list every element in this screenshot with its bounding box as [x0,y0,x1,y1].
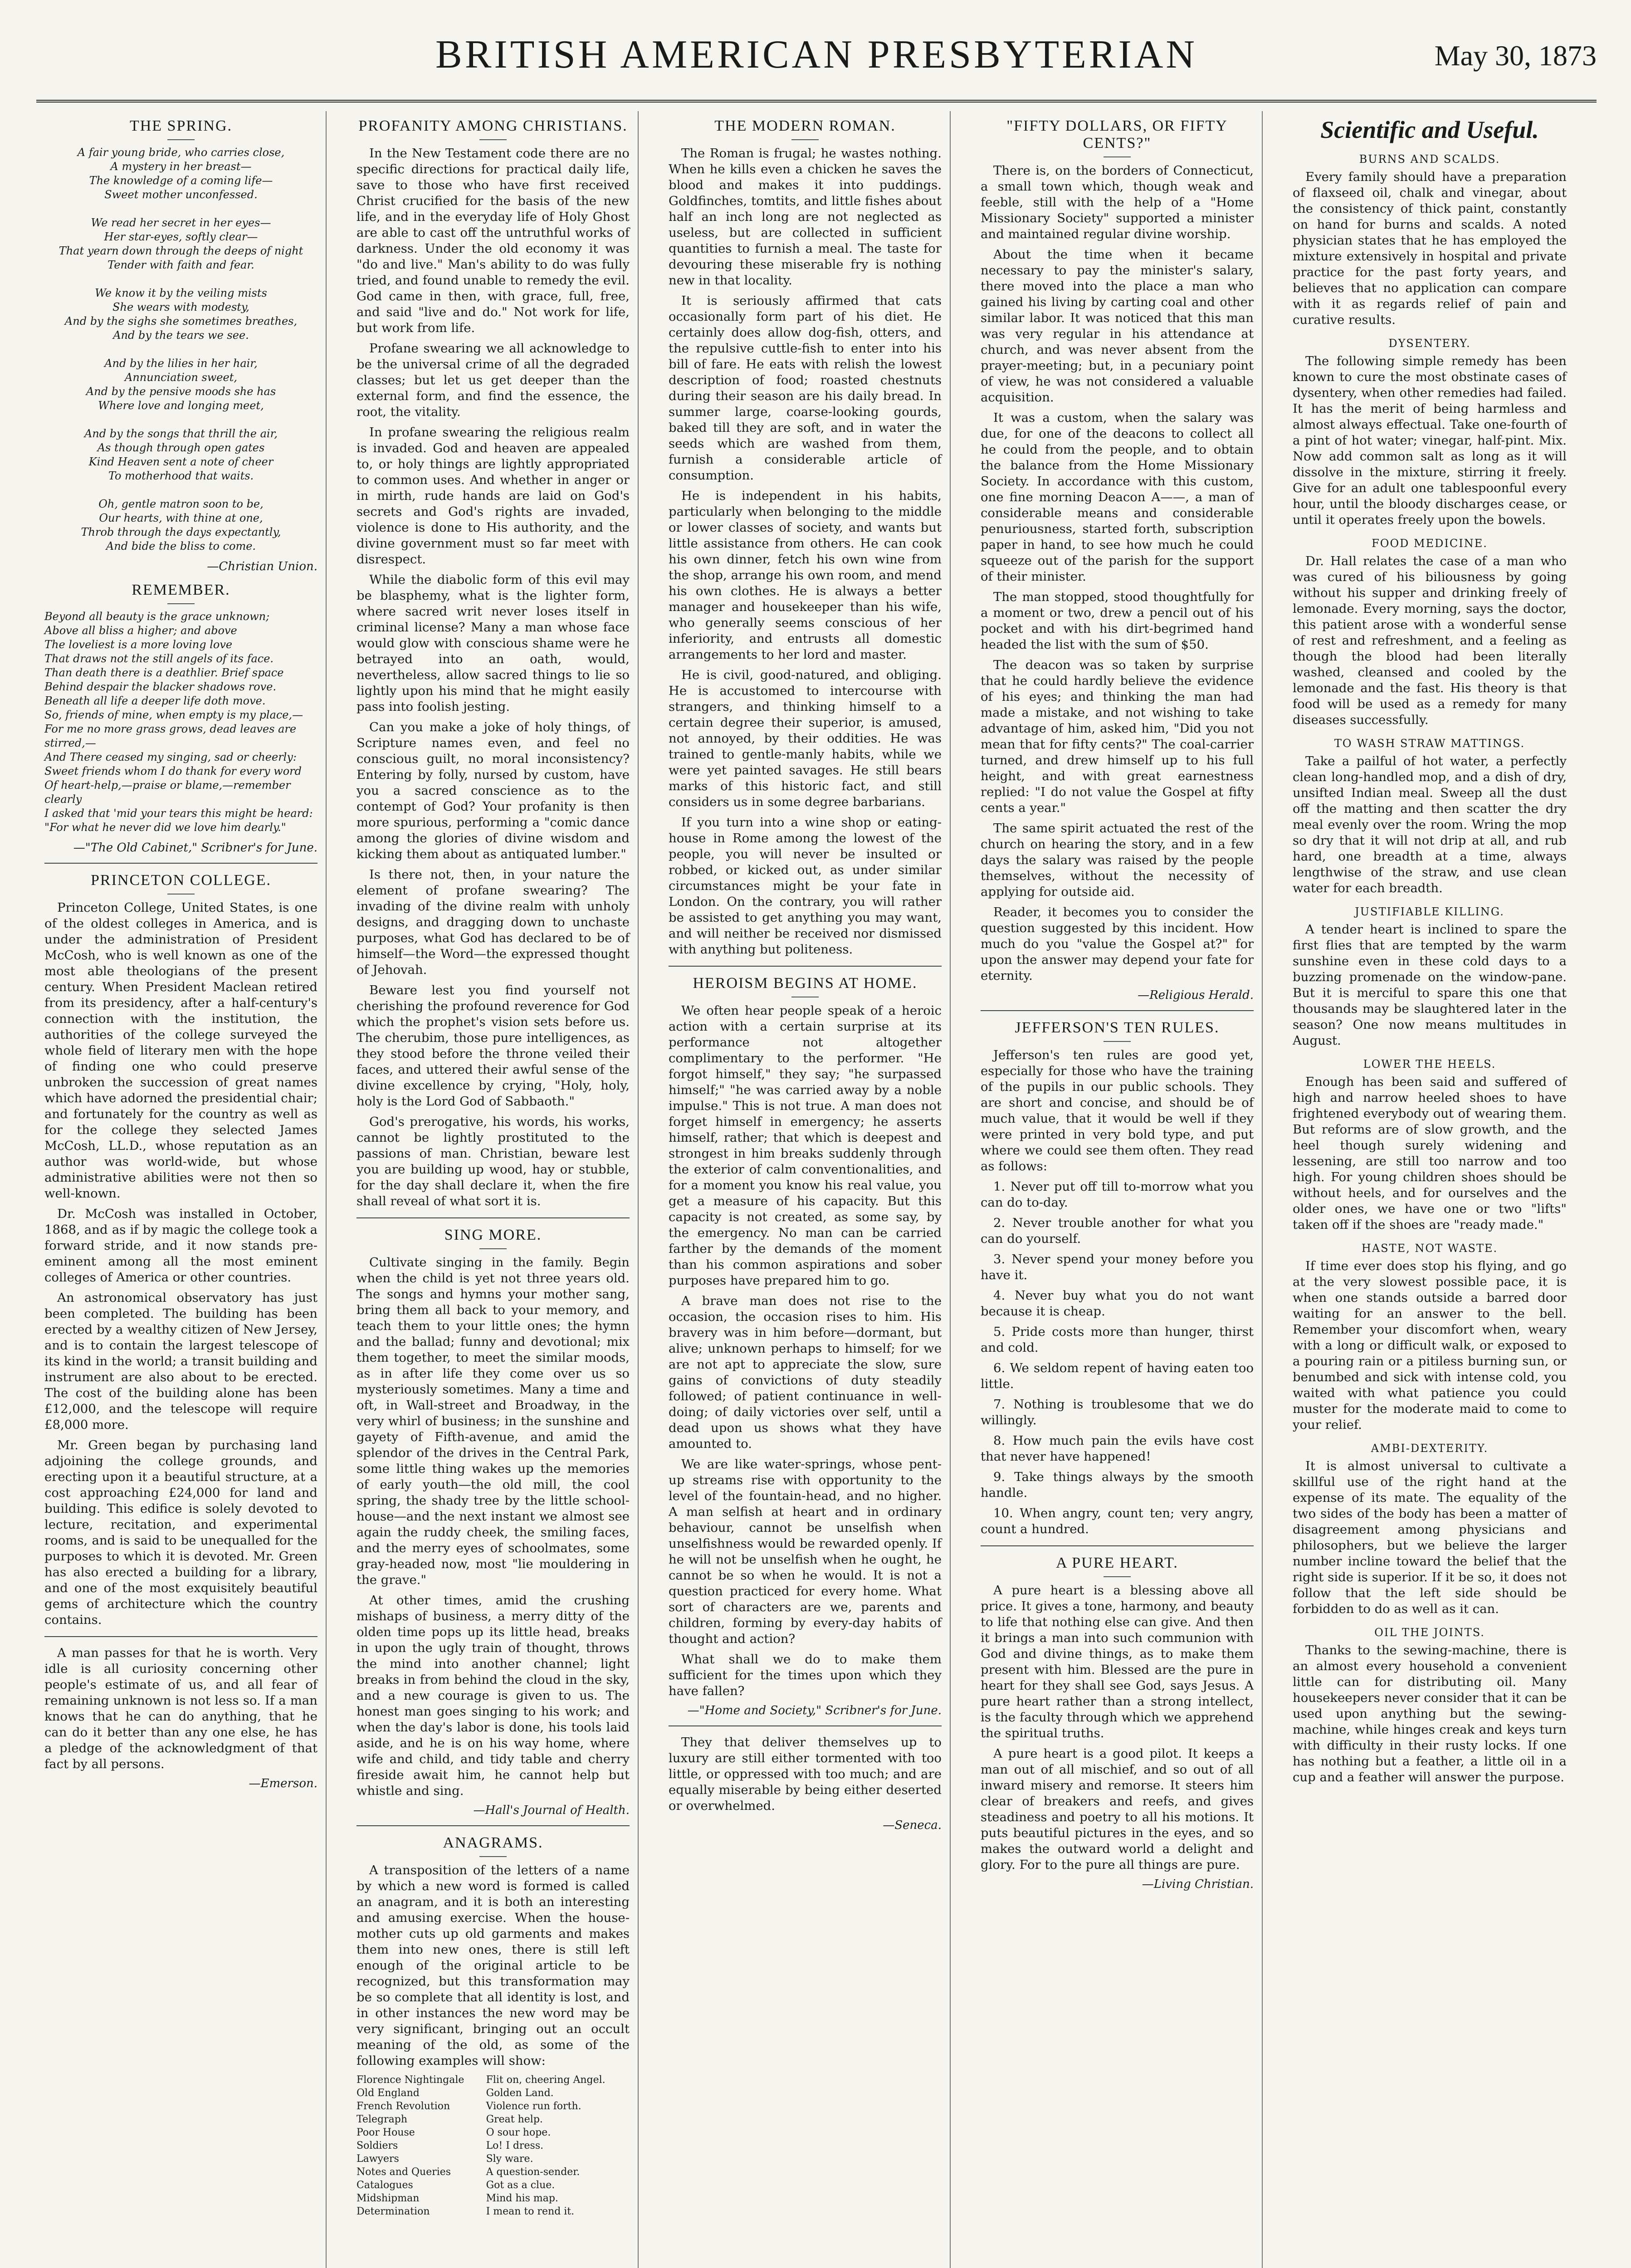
paragraph: If you turn into a wine shop or eating-house in Rome among the lowest of the people, you will never be insulted or robbed, or kicked out, as under similar circumstances might be your fate in London. On the contrary, you will rather be assisted to get anything you may want, and will neither be received nor dismissed with anything but politeness. [669,815,942,957]
subheading-haste: HASTE, NOT WASTE. [1361,1242,1498,1255]
paragraph: We are like water-springs, whose pent-up streams rise with opportunity to the level of the fountain-head, and no higher. A man selfish at heart and in ordinary behaviour, cannot be unselfish when unselfishness would be rewarded openly. If he will not be unselfish when he ought, he cannot be so when he would. It is not a question practiced for every home. What sort of characters are we, parents and children, forming by every-day habits of thought and action? [669,1457,942,1646]
rule-item: 6. We seldom repent of having eaten too little. [981,1361,1254,1391]
heading-anagrams: ANAGRAMS. [443,1834,543,1851]
paragraph: A brave man does not rise to the occasion, the occasion rises to him. His bravery was in him before—dormant, but alive; unknown perhaps to himself; for we are not apt to appreciate the slow, sure gains of convictions of duty steadily followed; of patient continuance in well-doing; of daily victories over self, until a dead upon us shows what they have amounted to. [669,1294,942,1451]
divider [167,603,195,604]
subheading-dysentery: DYSENTERY. [1388,337,1471,350]
paragraph: While the diabolic form of this evil may be blasphemy, what is the lighter form, where sacred writ never loses itself in criminal license? Many a man whose face would glow with conscious shame were he betrayed into an oath, would, nevertheless, allow sacred things to lie so lightly upon his mind that he might easily pass into foolish jesting. [356,572,630,714]
paragraph: It is almost universal to cultivate a skillful use of the right hand at the expense of its mate. The equality of the two sides of the body has been a matter of disagreement among physicians and philosophers, but we believe the larger number incline toward the belief that the right side is superior. If it be so, it does not follow that the left side should be forbidden to do as well as it can. [1293,1459,1567,1616]
divider [479,1248,507,1249]
anagram-row [356,2087,630,2100]
anagram-row [356,2152,630,2165]
section-separator [356,1217,630,1218]
divider [479,139,507,140]
column-3 [660,111,951,2268]
divider [167,139,195,140]
anagram-word: Determination [356,2206,430,2217]
paragraph: Mr. Green began by purchasing land adjoining the college grounds, and erecting upon it a beautiful structure, at a cost approaching £24,000 for land and building. This edifice is solely devoted to lecture, recitation, and experimental rooms, and is said to be unequalled for the purposes to which it is devoted. Mr. Green has also erected a building for a library, and one of the most exquisitely beautiful gems of architecture which the country contains. [44,1438,317,1627]
column-4 [972,111,1263,2268]
credit: —Emerson. [249,1777,317,1790]
paragraph: Dr. McCosh was installed in October, 1868, and as if by magic the college took a forward stride, and it now stands pre-eminent among all the most eminent colleges of America or other countries. [44,1207,317,1285]
heading-modern-roman: THE MODERN ROMAN. [714,117,896,134]
credit: —Seneca. [883,1818,942,1832]
anagram-row [356,2100,630,2113]
anagram-result: O sour hope. [486,2127,551,2138]
paragraph: It was a custom, when the salary was due, for one of the deacons to collect all he could from the people, and to obtain the balance from the Home Missionary Society. In accordance with this custom, one fine morning Deacon A——, a man of considerable means and considerable penuriousness, started forth, subscription paper in hand, to see how much he could squeeze out of the parish for the support of their minister. [981,411,1254,584]
paragraph: The same spirit actuated the rest of the church on hearing the story, and in a few days the salary was raised by the people themselves, without the necessity of applying for outside aid. [981,821,1254,899]
heading-princeton-college: PRINCETON COLLEGE. [90,872,272,889]
section-separator [981,1010,1254,1011]
subheading-burns: BURNS AND SCALDS. [1359,153,1500,166]
subheading-food-medicine: FOOD MEDICINE. [1372,537,1488,550]
anagram-word: Lawyers [356,2153,399,2165]
credit: —Religious Herald. [1138,988,1254,1002]
column-2 [348,111,639,2268]
paragraph: In profane swearing the religious realm is invaded. God and heaven are appealed to, or holy things are lightly appropriated to common uses. And whether in anger or in mirth, rude hands are laid on God's secrets and God's rights are invaded, violence is done to His authority, and the divine government must so far meet with disrespect. [356,425,630,567]
section-separator [356,1825,630,1826]
poem-the-spring: A fair young bride, who carries close, A mystery in her breast— The knowledge of a coming life— Sweet mother unconfessed. We read her secret in her eyes— Her star-eyes, softly clear— That yearn down through the deeps of night Tender with faith and fear. We know it by the veiling mists She wears with modesty, And by the sighs she sometimes breathes, And by the tears we see. And by the lilies in her hair, Annunciation sweet, And by the pensive moods she has Where love and longing meet, And by the songs that thrill the air, As though through open gates Kind Heaven sent a note of cheer To motherhood that waits. Oh, gentle matron soon to be, Our hearts, with thine at one, Throb through the days expectantly, And bide the bliss to come. [59,146,303,552]
paragraph: In the New Testament code there are no specific directions for practical daily life, save to those who have first received Christ crucified for the basis of the new life, and in the everyday life of Holy Ghost are able to cast off the untruthful works of darkness. Under the old economy it was "do and live." Man's ability to do was fully tried, and found unable to remedy the evil. God came in then, with grace, full, free, and said "live and do." Not work for life, but work from life. [356,146,630,335]
subheading-lower-heels: LOWER THE HEELS. [1363,1058,1496,1070]
paragraph: Can you make a joke of holy things, of Scripture names even, and feel no conscious guilt, no moral inconsistency? Entering by folly, nursed by custom, have you a sacred conscience as to the contempt of God? Your profanity is then more spurious, performing a "comic dance among the glories of divine wisdom and kicking them about as antiquated lumber." [356,720,630,861]
paragraph: Jefferson's ten rules are good yet, especially for those who have the training of the pupils in our public schools. They are short and concise, and should be of much value, that it would be well if they were printed in very bold type, and put where we could see them often. They read as follows: [981,1048,1254,1173]
paragraph: The Roman is frugal; he wastes nothing. When he kills even a chicken he saves the blood and makes it into puddings. Goldfinches, tomtits, and little fishes about half an inch long are not neglected as useless, but are collected in sufficient quantities to furnish a meal. The taste for devouring these miserable fry is nothing new in that locality. [669,146,942,288]
paragraph: What shall we do to make them sufficient for the times upon which they have fallen? [669,1652,942,1698]
credit: —Christian Union. [207,560,317,573]
anagram-row [356,2139,630,2152]
heading-fifty-dollars: "FIFTY DOLLARS, OR FIFTY CENTS?" [1006,117,1228,152]
anagram-result: I mean to rend it. [486,2206,575,2217]
paragraph: A tender heart is inclined to spare the first flies that are tempted by the warm sunshine even in these cold days to a buzzing promenade on the window-pane. But it is merciful to spare this one that thousands may be slaughtered later in the season? One now means multitudes in August. [1293,922,1567,1048]
paragraph: There is, on the borders of Connecticut, a small town which, though weak and feeble, still with the help of a "Home Missionary Society" supported a minister and maintained regular divine worship. [981,163,1254,241]
paragraph: Profane swearing we all acknowledge to be the universal crime of all the degraded classes; but let us get deeper than the external form, and find the essence, the root, the vitality. [356,341,630,419]
paragraph: Dr. Hall relates the case of a man who was cured of his biliousness by going without his supper and drinking freely of lemonade. Every morning, says the doctor, this patient arose with a wonderful sense of rest and refreshment, and a feeling as though the blood had been literally washed, cleansed and cooled by the lemonade and the fast. His theory is that food will be used as a remedy for many diseases successfully. [1293,554,1567,727]
paragraph: Reader, it becomes you to consider the question suggested by this incident. How much do you "value the Gospel at?" for upon the answer may depend your fate for eternity. [981,905,1254,983]
heading-the-spring: THE SPRING. [129,117,233,134]
rule-item: 7. Nothing is troublesome that we do willingly. [981,1397,1254,1427]
anagram-word: Poor House [356,2127,415,2138]
paragraph: An astronomical observatory has just been completed. The building has been erected by a wealthy citizen of New Jersey, and is to contain the largest telescope of its kind in the world; a transit building and instrument are also about to be erected. The cost of the building alone has been £12,000, and the telescope will require £8,000 more. [44,1290,317,1432]
heading-remember: REMEMBER. [132,582,230,598]
anagram-row [356,2205,630,2218]
heading-sing-more: SING MORE. [444,1227,542,1243]
paragraph: A transposition of the letters of a name by which a new word is formed is called an anagram, and it is both an interesting and amusing exercise. When the house-mother cuts up old garments and makes them into new ones, there is still left enough of the original article to be recognized, but this transformation may be so complete that all identity is lost, and in other instances the new word may be very significant, bringing out an occult meaning of the old, as some of the following examples will show: [356,1863,630,2068]
rule-item: 5. Pride costs more than hunger, thirst and cold. [981,1325,1254,1355]
section-separator [981,1545,1254,1546]
paragraph: Beware lest you find yourself not cherishing the profound reverence for God which the prophet's vision sets before us. The cherubim, those pure intelligences, as they stood before the throne veiled their faces, and uttered their awful sense of the divine excellence by crying, "Holy, holy, holy is the Lord God of Sabbaoth." [356,983,630,1109]
anagram-word: Midshipman [356,2193,420,2204]
column-5 [1284,111,1575,2268]
paragraph: Princeton College, United States, is one of the oldest colleges in America, and is under the administration of President McCosh, who is well known as one of the most able theologians of the present century. When President Maclean retired from its presidency, after a half-century's connection with the institution, the authorities of the college surveyed the whole field of literary men with the hope of finding one who could preserve unbroken the succession of great names which have adorned the presidential chair; and fortunately for the country as well as for the college they selected James McCosh, LL.D., whose reputation as an author was world-wide, but whose administrative abilities were not then so well-known. [44,900,317,1201]
divider [1104,156,1131,157]
rule-item: 9. Take things always by the smooth handle. [981,1470,1254,1500]
anagram-result: Sly ware. [486,2153,533,2165]
anagram-row [356,2192,630,2205]
heading-scientific-useful: Scientific and Useful. [1320,116,1539,143]
paragraph: We often hear people speak of a heroic action with a certain surprise at its performance not altogether complimentary to the performer. "He forgot himself," they say; "he surpassed himself;" "he was carried away by a noble impulse." This is not true. A man does not forget himself in emergency; he asserts himself, rather; that which is deepest and strongest in him breaks suddenly through the exterior of calm conventionalities, and for a moment you know his real value, you get a measure of his capacity. But this capacity is not created, as some say, by the emergency. No man can be carried farther by the demands of the moment than his common aspirations and sober purposes have prepared him to go. [669,1003,942,1288]
anagram-result: Flit on, cheering Angel. [486,2074,606,2086]
paragraph: A pure heart is a good pilot. It keeps a man out of all mischief, and so out of all inward misery and remorse. It steers him clear of breakers and reefs, and gives steadiness and poetry to all his motions. It puts beautiful pictures in the eyes, and so makes the outward world a delight and glory. For to the pure all things are pure. [981,1746,1254,1872]
paragraph: God's prerogative, his words, his works, cannot be lightly prostituted to the passions of man. Christian, beware lest you are building up wood, hay or stubble, for the day shall declare it, when the fire shall reveal of what sort it is. [356,1114,630,1208]
anagram-row [356,2126,630,2139]
rule-item: 2. Never trouble another for what you can do yourself. [981,1216,1254,1246]
anagram-row [356,2165,630,2179]
credit: —"Home and Society," Scribner's for June. [687,1704,942,1717]
paragraph: Take a pailful of hot water, a perfectly clean long-handled mop, and a dish of dry, unsifted Indian meal. Sweep all the dust off the matting and then scatter the dry meal evenly over the room. Wring the mop so dry that it will not drip at all, and rub hard, one breadth at a time, always lengthwise of the straw, and use clean water for each breadth. [1293,754,1567,895]
section-separator [44,1636,317,1637]
poem-remember: Beyond all beauty is the grace unknown; Above all bliss a higher; and above The loveliest is a more loving love That draws not the still angels of its face. Than death there is a deathlier. Brief space Behind despair the blacker shadows rove. Beneath all life a deeper life doth move. So, friends of mine, when empty is my place,— For me no more grass grows, dead leaves are stirred,— And There ceased my singing, sad or cheerly: Sweet friends whom I do thank for every word Of heart-help,—praise or blame,—remember clearly I asked that 'mid your tears this might be heard: "For what he never did we love him dearly." [44,610,313,834]
anagram-word: Florence Nightingale [356,2074,464,2086]
anagram-result: Lo! I dress. [486,2140,544,2151]
paragraph: Cultivate singing in the family. Begin when the child is yet not three years old. The songs and hymns your mother sang, bring them all back to your memory, and teach them to your little ones; the hymn and the ballad; funny and devotional; mix them together, to meet the similar moods, as in after life they come over us so mysteriously sometimes. Many a time and oft, in Wall-street and Broadway, in the very whirl of business; in the sunshine and gayety of Fifth-avenue, and amid the splendor of the drives in the Central Park, some little thing wakes up the memories of early youth—the old mill, the cool spring, the shady tree by the little school-house—and the next instant we almost see again the ruddy cheek, the smiling faces, and the merry eyes of schoolmates, some gray-headed now, most "lie mouldering in the grave." [356,1255,630,1587]
paragraph: It is seriously affirmed that cats occasionally form part of his diet. He certainly does allow dog-fish, otters, and the repulsive cuttle-fish to enter into his bill of fare. He eats with relish the lowest description of food; roasted chestnuts during their season are his daily bread. In summer large, coarse-looking gourds, baked till they are soft, and in water the seeds which are washed from them, furnish a considerable article of consumption. [669,293,942,483]
divider [1104,1576,1131,1577]
anagram-word: Catalogues [356,2180,413,2191]
paragraph: About the time when it became necessary to pay the minister's salary, there moved into the place a man who gained his living by carting coal and other similar labor. It was noticed that this man was very regular in his attendance at church, and was never absent from the prayer-meeting; but, in a pecuniary point of view, he was not considered a valuable acquisition. [981,247,1254,405]
paragraph: The following simple remedy has been known to cure the most obstinate cases of dysentery, when other remedies had failed. It has the merit of being harmless and almost always effectual. Take one-fourth of a pint of hot water; vinegar, half-pint. Mix. Now add common salt as long as it will dissolve in the mixture, stirring it freely. Give for an adult one tablespoonful every hour, until the bloody discharges cease, or until it operates freely upon the bowels. [1293,354,1567,527]
subheading-oil-joints: OIL THE JOINTS. [1374,1626,1485,1639]
subheading-justifiable-killing: JUSTIFIABLE KILLING. [1355,905,1504,918]
anagram-table [356,2073,630,2218]
rule-item: 1. Never put off till to-morrow what you can do to-day. [981,1179,1254,1210]
rule-item: 4. Never buy what you do not want because it is cheap. [981,1288,1254,1319]
paragraph: The man stopped, stood thoughtfully for a moment or two, drew a pencil out of his pocket and with his dirt-begrimed hand headed the list with the sum of $50. [981,590,1254,652]
section-separator [44,863,317,864]
credit: —Hall's Journal of Health. [473,1804,630,1817]
paragraph: A pure heart is a blessing above all price. It gives a tone, harmony, and beauty to life that nothing else can give. And then it brings a man into such communion with God and divine things, as to make them present with him. Blessed are the pure in heart for they shall see God, says Jesus. A pure heart rather than a strong intellect, is the faculty through which we apprehend the spiritual truths. [981,1583,1254,1740]
divider [479,1856,507,1857]
anagram-result: Got as a clue. [486,2180,555,2191]
anagram-row [356,2113,630,2126]
paragraph: Is there not, then, in your nature the element of profane swearing? The invading of the divine realm with unholy designs, and dragging down to unchaste purposes, what God has declared to be of himself—the Word—the expressed thought of Jehovah. [356,867,630,977]
anagram-row [356,2179,630,2192]
credit: —Living Christian. [1142,1877,1254,1891]
rule-item: 10. When angry, count ten; very angry, count a hundred. [981,1506,1254,1536]
subheading-straw-mattings: TO WASH STRAW MATTINGS. [1334,737,1525,750]
anagram-result: A question-sender. [486,2166,580,2178]
subheading-ambi-dexterity: AMBI-DEXTERITY. [1371,1442,1489,1455]
column-1 [36,111,327,2268]
anagram-row [356,2073,630,2087]
paragraph: At other times, amid the crushing mishaps of business, a merry ditty of the olden time pops up its little head, breaks in upon the ugly train of thought, throws the mind into another channel; light breaks in from behind the cloud in the sky, and a new courage is given to us. The honest man goes singing to his work; and when the day's labor is done, his tools laid aside, and he is on his way home, where wife and child, and tidy table and cherry fireside await him, he cannot help but whistle and sing. [356,1593,630,1798]
anagram-result: Violence run forth. [486,2101,581,2112]
rule-item: 3. Never spend your money before you have it. [981,1252,1254,1282]
columns [36,111,1597,2268]
credit: —"The Old Cabinet," Scribner's for June. [73,841,317,855]
paragraph: He is civil, good-natured, and obliging. He is accustomed to intercourse with strangers, and thinking himself to a certain degree their superior, is amused, not annoyed, by their oddities. He was trained to gentle-manly habits, while we were yet painted savages. He still bears marks of this historic fact, and still considers us in some degree barbarians. [669,668,942,809]
paragraph: He is independent in his habits, particularly when belonging to the middle or lower classes of society, and wants but little assistance from others. He can cook his own dinner, fetch his own wine from the shop, arrange his own room, and mend his own clothes. He is always a better manager and housekeeper than his wife, who generally seems conscious of her inferiority, and entrusts all domestic arrangements to her lord and master. [669,489,942,662]
anagram-result: Golden Land. [486,2087,554,2099]
section-separator [669,1725,942,1726]
section-separator [669,966,942,967]
issue-date: May 30, 1873 [1434,39,1597,72]
divider [1104,1041,1131,1042]
anagram-word: French Revolution [356,2101,450,2112]
paragraph: Enough has been said and suffered of high and narrow heeled shoes to have frightened everybody out of wearing them. But reforms are of slow growth, and the heel though surely widening and lessening, are still too narrow and too high. For young children shoes should be without heels, and for ourselves and the older ones, we have one or two "lifts" taken off if the shoes are "ready made." [1293,1075,1567,1232]
paragraph: If time ever does stop his flying, and go at the very slowest possible pace, it is when one stands outside a barred door waiting for an answer to the bell. Remember your discomfort when, weary with a long or difficult walk, or exposed to a pouring rain or a pitiless burning sun, or benumbed and sick with intense cold, you waited with what patience you could muster for the moderate maid to come to your relief. [1293,1259,1567,1432]
newspaper-title: BRITISH AMERICAN PRESBYTERIAN [435,33,1197,77]
heading-heroism: HEROISM BEGINS AT HOME. [693,975,918,992]
paragraph: A man passes for that he is worth. Very idle is all curiosity concerning other people's estimate of us, and all fear of remaining unknown is not less so. If a man knows that he can do anything, that he can do it better than any one else, he has a pledge of the acknowledgment of that fact by all persons. [44,1646,317,1771]
anagram-word: Old England [356,2087,420,2099]
paragraph: They that deliver themselves up to luxury are still either tormented with too little, or oppressed with too much; and are equally miserable by being either deserted or overwhelmed. [669,1735,942,1813]
anagram-word: Soldiers [356,2140,398,2151]
rule-item: 8. How much pain the evils have cost that never have happened! [981,1433,1254,1464]
heading-profanity: PROFANITY AMONG CHRISTIANS. [358,117,628,134]
paragraph: Every family should have a preparation of flaxseed oil, chalk and vinegar, about the consistency of thick paint, constantly on hand for burns and scalds. A noted physician states that he has employed the mixture extensively in hospital and private practice for the past forty years, and believes that no application can compare with it as regards relief of pain and curative results. [1293,170,1567,327]
heading-pure-heart: A PURE HEART. [1056,1554,1178,1571]
divider [791,139,819,140]
anagram-word: Telegraph [356,2114,408,2125]
paragraph: The deacon was so taken by surprise that he could hardly believe the evidence of his eyes; and thinking the man had made a mistake, and not wishing to take advantage of him, asked him, "Did you not mean that for fifty cents?" The coal-carrier turned, and drew himself up to his full height, and with great earnestness replied: "I do not value the Gospel at fifty cents a year." [981,658,1254,815]
paragraph: Thanks to the sewing-machine, there is an almost every household a convenient little can for distributing oil. Many housekeepers never consider that it can be used upon anything but the sewing-machine, while hinges creak and keys turn with difficulty in their rusty locks. If one has nothing but a feather, a little oil in a cup and a feather will answer the purpose. [1293,1643,1567,1784]
anagram-word: Notes and Queries [356,2166,451,2178]
anagram-result: Great help. [486,2114,543,2125]
anagram-result: Mind his map. [486,2193,558,2204]
masthead [36,27,1597,103]
heading-jefferson: JEFFERSON'S TEN RULES. [1015,1019,1220,1036]
